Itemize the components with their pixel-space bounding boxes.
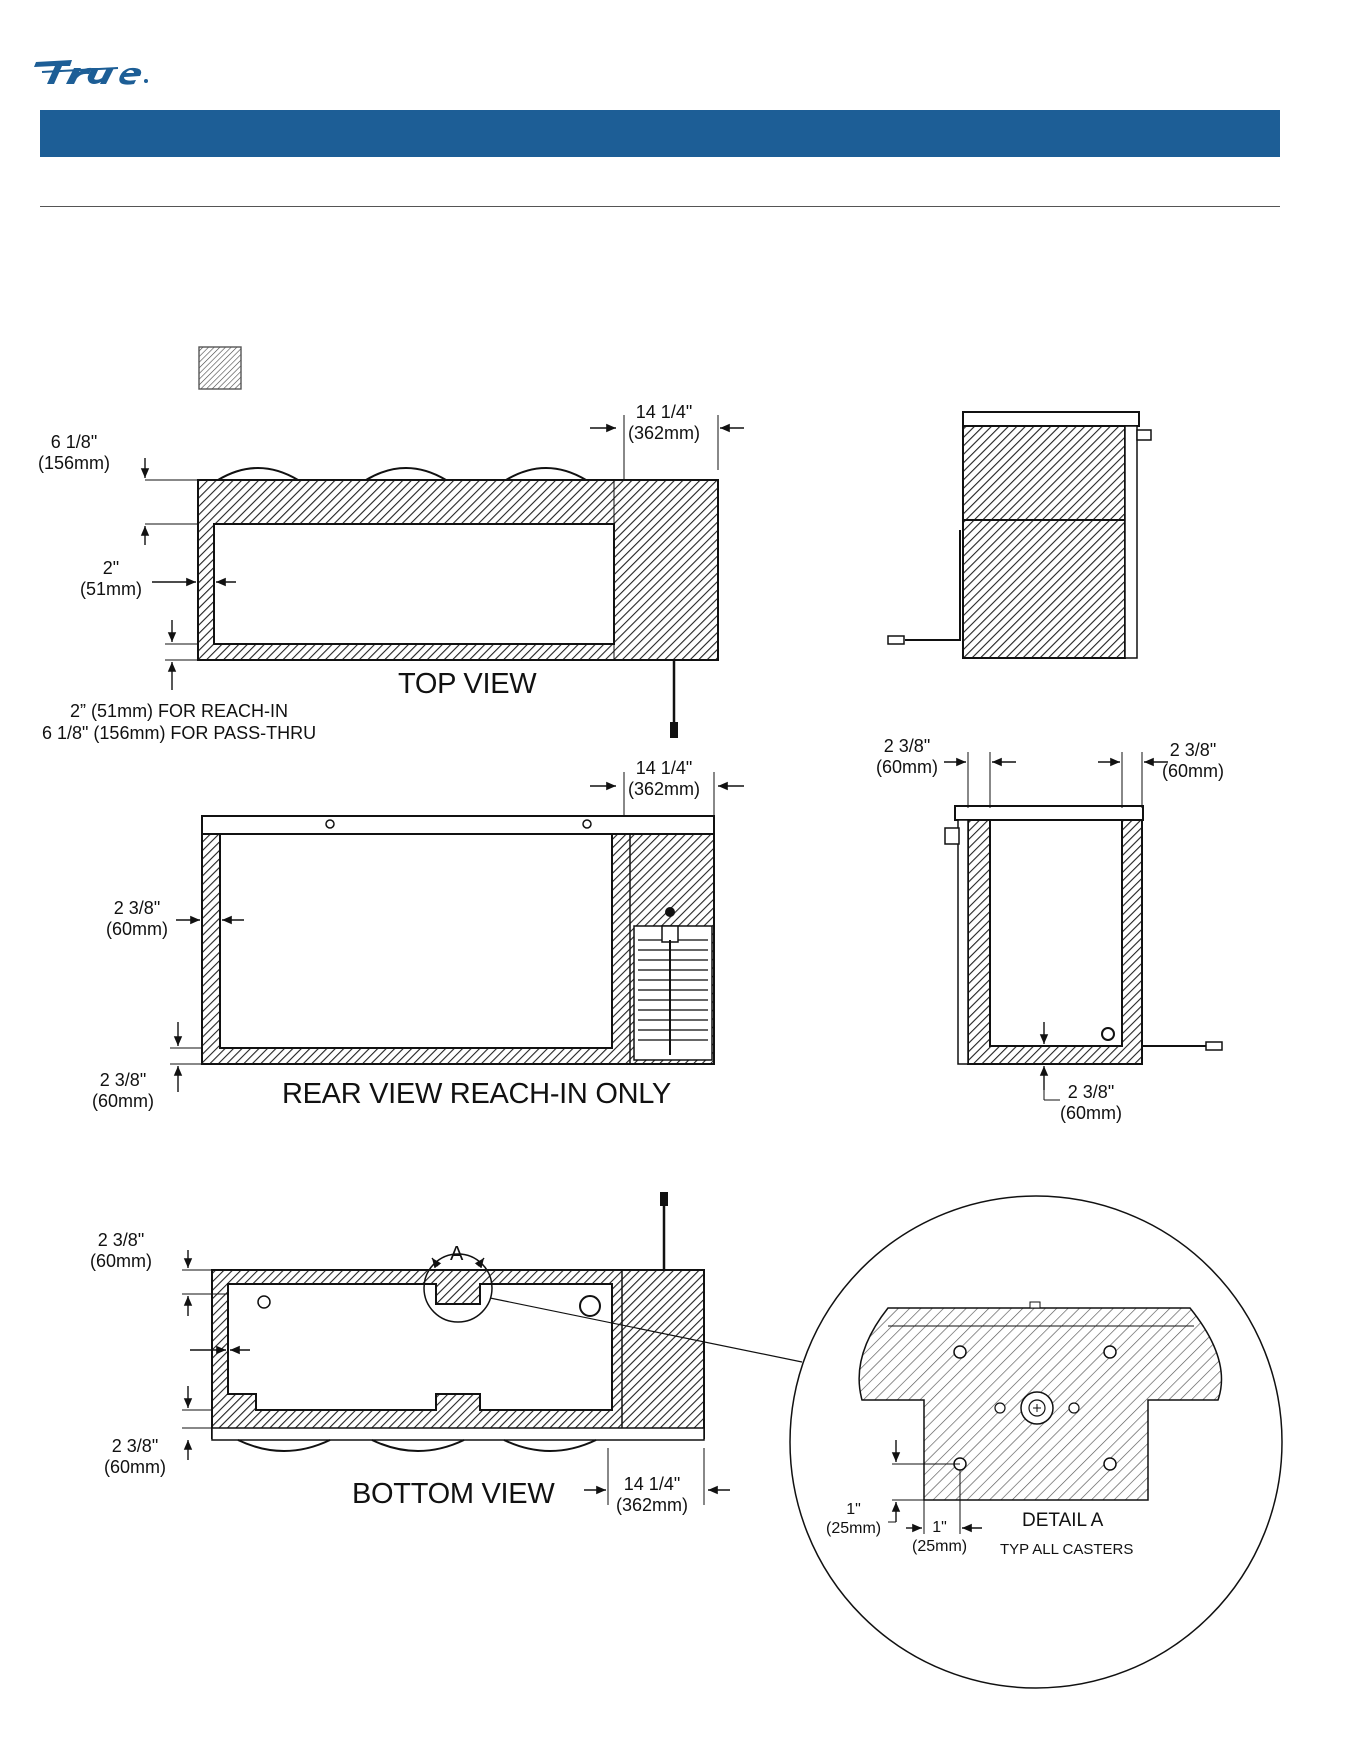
rear-view-title: REAR VIEW REACH-IN ONLY <box>282 1078 671 1110</box>
bottom-view-drawing <box>182 1192 802 1505</box>
rear-view-dim-right-in: 14 1/4" <box>635 758 693 778</box>
side-view-section-drawing <box>944 752 1222 1100</box>
side-view-dim-bottom <box>1060 1082 1122 1124</box>
bottom-view-title: BOTTOM VIEW <box>352 1478 555 1510</box>
detail-a-subtitle: TYP ALL CASTERS <box>1000 1541 1134 1558</box>
detail-a-drawing <box>790 1196 1282 1688</box>
top-view-note-line2: 6 1/8" (156mm) FOR PASS-THRU <box>42 723 317 743</box>
bottom-view-detail-marker: A <box>450 1243 464 1265</box>
detail-a-dim-v-mm: (25mm) <box>826 1520 882 1537</box>
bottom-view-dim-right <box>616 1474 688 1516</box>
rear-view-dim-bottom-in: 2 3/8" <box>99 1070 147 1090</box>
rear-view-dim-left-in: 2 3/8" <box>113 898 161 918</box>
top-view-dim-right-mm: (362mm) <box>628 423 701 443</box>
side-view-dim-right-mm: (60mm) <box>1162 761 1224 781</box>
side-view-upper-drawing <box>888 412 1151 658</box>
bottom-view-dim-bottom <box>104 1436 166 1478</box>
rear-view-dim-bottom-mm: (60mm) <box>92 1091 154 1111</box>
detail-a-dim-vertical <box>826 1500 881 1538</box>
rear-view-drawing <box>170 772 744 1092</box>
side-view-dim-right <box>1162 740 1224 782</box>
top-view-dim-top-left <box>38 432 110 474</box>
detail-a-title: DETAIL A <box>1022 1510 1104 1531</box>
bottom-view-dim-right-mm: (362mm) <box>616 1495 689 1515</box>
rear-view-dim-left-mm: (60mm) <box>106 919 168 939</box>
top-view-dim-mid-left-in: 2" <box>102 558 120 578</box>
side-view-dim-left-mm: (60mm) <box>876 757 938 777</box>
bottom-view-dim-top <box>90 1230 152 1272</box>
rear-view-dim-bottom <box>92 1070 154 1112</box>
top-view-dim-right <box>628 402 700 444</box>
detail-a-dim-horizontal <box>912 1518 967 1556</box>
bottom-view-dim-right-in: 14 1/4" <box>623 1474 681 1494</box>
rear-view-dim-right <box>628 758 700 800</box>
side-view-dim-bottom-mm: (60mm) <box>1060 1103 1122 1123</box>
side-view-dim-left-in: 2 3/8" <box>883 736 931 756</box>
rear-view-dim-right-mm: (362mm) <box>628 779 701 799</box>
top-view-dim-mid-left <box>80 558 142 600</box>
top-view-dim-top-left-mm: (156mm) <box>38 453 111 473</box>
side-view-dim-right-in: 2 3/8" <box>1169 740 1217 760</box>
top-view-note-line1: 2” (51mm) FOR REACH-IN <box>70 701 289 721</box>
side-view-dim-left <box>876 736 938 778</box>
bottom-view-dim-bottom-in: 2 3/8" <box>111 1436 159 1456</box>
rear-view-dim-left <box>106 898 168 940</box>
detail-a-dim-v-in: 1" <box>846 1501 861 1518</box>
detail-a-dim-h-mm: (25mm) <box>912 1538 968 1555</box>
side-view-dim-bottom-in: 2 3/8" <box>1067 1082 1115 1102</box>
bottom-view-dim-bottom-mm: (60mm) <box>104 1457 166 1477</box>
top-view-dim-right-in: 14 1/4" <box>635 402 693 422</box>
bottom-view-dim-top-mm: (60mm) <box>90 1251 152 1271</box>
bottom-view-dim-top-in: 2 3/8" <box>97 1230 145 1250</box>
top-view-note <box>42 700 316 744</box>
detail-a-dim-h-in: 1" <box>932 1519 947 1536</box>
top-view-dim-mid-left-mm: (51mm) <box>80 579 142 599</box>
top-view-title: TOP VIEW <box>398 668 537 700</box>
top-view-dim-top-left-in: 6 1/8" <box>50 432 98 452</box>
